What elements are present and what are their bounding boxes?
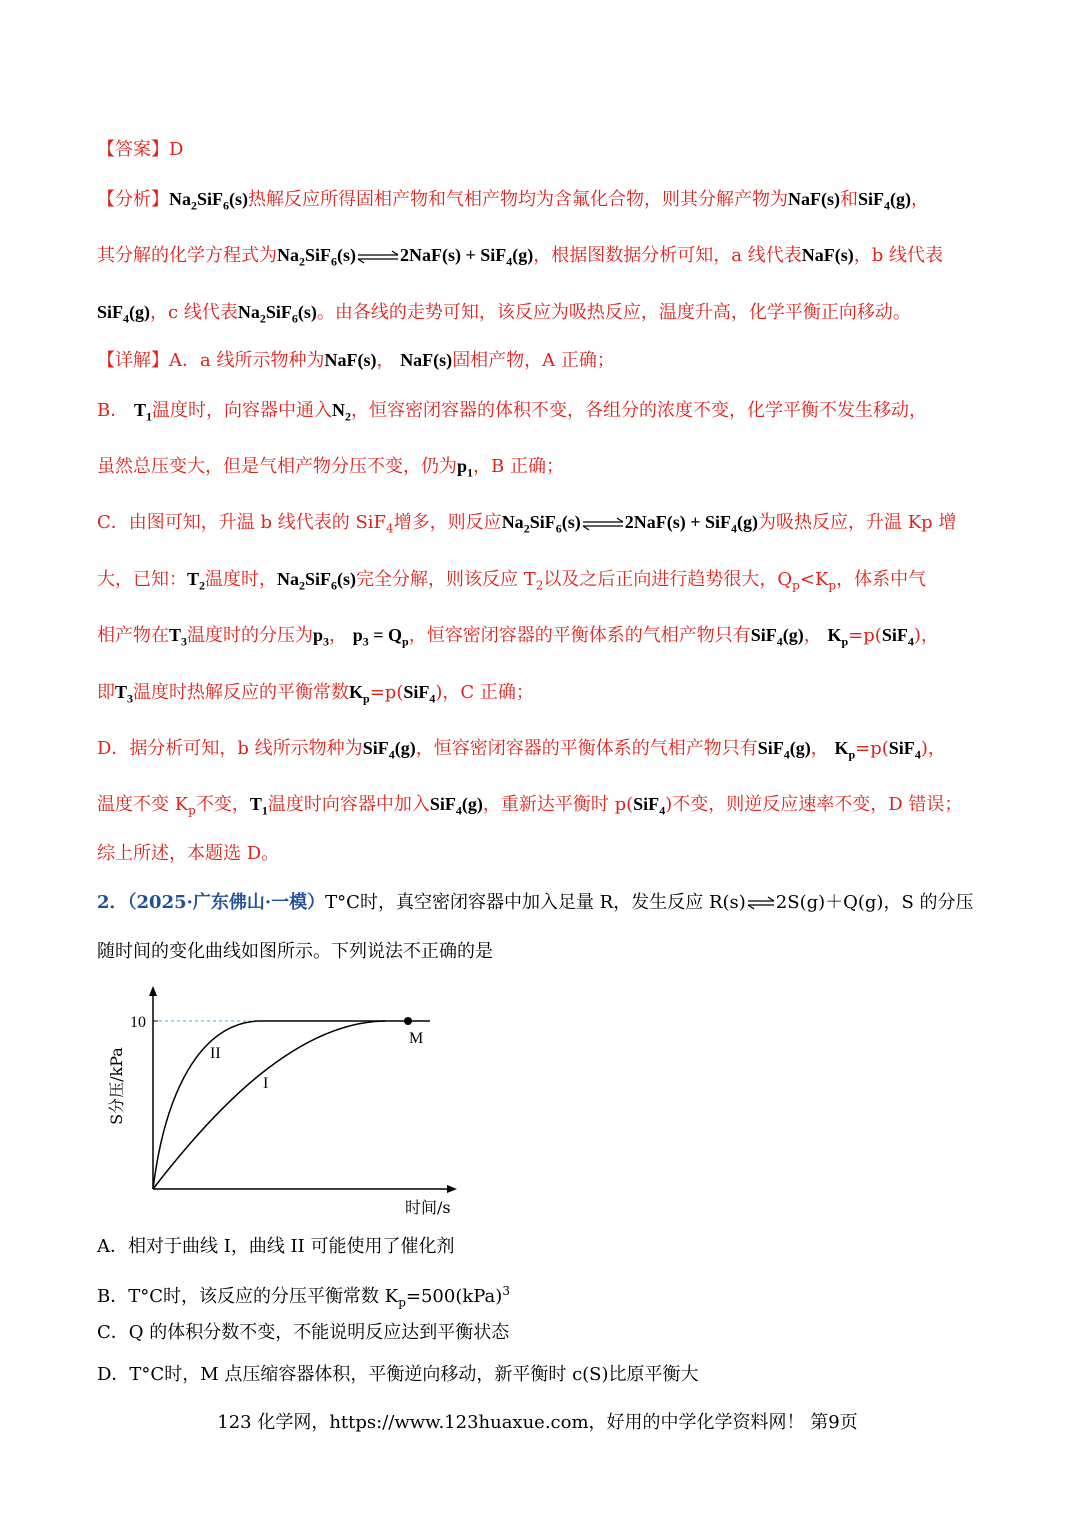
- question-2-line-1: 2．（2025·广东佛山·一模）T°C时，真空密闭容器中加入足量 R，发生反应 R(s) 2S(g)＋Q(g)，S 的分压: [97, 892, 974, 913]
- page-footer: 123 化学网，https://www.123huaxue.com，好用的中学化学资料网！ 第9页: [217, 1412, 858, 1433]
- detail-d-2: 温度不变 $K_p$不变，$T_1$温度时向容器中加入SiF$_4$(g)，重新达平衡时 p(SiF$_4$)不变，则逆反应速率不变，D 错误；: [97, 794, 963, 818]
- detail-b-2: 虽然总压变大，但是气相产物分压不变，仍为$p_1$，B 正确；: [97, 456, 564, 480]
- answer-value: D: [169, 139, 184, 160]
- analysis-line-3: SiF$_4$(g)，c 线代表$Na_2SiF_6(s)$。由各线的走势可知，该反应为吸热反应，温度升高，化学平衡正向移动。: [97, 302, 911, 326]
- detail-summary: 综上所述，本题选 D。: [97, 843, 280, 864]
- y-axis-label: S分压/kPa: [107, 1047, 126, 1125]
- detail-c-2: 大，已知：$T_2$温度时，$Na_2SiF_6(s)$完全分解，则该反应 $T_2$以及之后正向进行趋势很大，$Q_p<K_p$，体系中气: [97, 569, 927, 593]
- question-2-line-2: 随时间的变化曲线如图所示。下列说法不正确的是: [97, 941, 493, 962]
- label-ii: II: [210, 1045, 221, 1062]
- label-m: M: [409, 1030, 424, 1047]
- analysis-line-1: 【分析】$Na_2SiF_6(s)$热解反应所得固相产物和气相产物均为含氟化合物，则其分解产物为NaF(s)和SiF$_4$(g)，: [97, 189, 930, 213]
- option-c: C．Q 的体积分数不变，不能说明反应达到平衡状态: [97, 1322, 510, 1343]
- point-m: [404, 1017, 412, 1025]
- label-i: I: [263, 1075, 269, 1092]
- curve-i: [153, 1021, 385, 1189]
- answer-line: [97, 138, 183, 162]
- detail-a: 【详解】A．a 线所示物种为NaF(s)， NaF(s)固相产物，A 正确；: [97, 350, 615, 371]
- detail-c-1: C．由图可知，升温 b 线代表的 SiF$_4$增多，则反应$Na_2SiF_6(s) 2NaF(s) + SiF_4(g)$为吸热反应，升温 Kp 增: [97, 512, 957, 536]
- question-source: （2025·广东佛山·一模）: [127, 892, 326, 913]
- detail-c-3: 相产物在$T_3$温度时的分压为$p_3$， $p_3 = Q_p$，恒容密闭容器的平衡体系的气相产物只有SiF$_4$(g)， $K_p=p(SiF_4)$，: [97, 625, 939, 649]
- curve-ii: [153, 1021, 430, 1189]
- detail-d-1: D．据分析可知，b 线所示物种为SiF$_4$(g)，恒容密闭容器的平衡体系的气相产物只有SiF$_4$(g)， $K_p=p(SiF_4)$，: [97, 738, 946, 762]
- equilibrium-arrow-icon: [746, 896, 776, 910]
- question-number: 2．: [97, 892, 128, 913]
- answer-tag: 【答案】: [97, 139, 169, 160]
- x-axis-arrow: [447, 1185, 457, 1193]
- option-d: D．T°C时，M 点压缩容器体积，平衡逆向移动，新平衡时 c(S)比原平衡大: [97, 1364, 699, 1385]
- option-a: A．相对于曲线 I，曲线 II 可能使用了催化剂: [97, 1236, 455, 1257]
- detail-c-4: 即$T_3$温度时热解反应的平衡常数$K_p=p(SiF_4)$，C 正确；: [97, 682, 534, 706]
- y-axis-arrow: [149, 986, 157, 996]
- analysis-line-2: 其分解的化学方程式为$Na_2SiF_6(s) 2NaF(s) + SiF_4(g)$，根据图数据分析可知，a 线代表NaF(s)，b 线代表: [97, 245, 943, 269]
- detail-b-1: B． $T_1$温度时，向容器中通入$N_2$，恒容密闭容器的体积不变，各组分的浓度不变，化学平衡不发生移动，: [97, 400, 927, 424]
- equilibrium-arrow-icon: [581, 517, 625, 531]
- option-b: B．T°C时，该反应的分压平衡常数 $K_p=500(kPa)^3$: [97, 1284, 510, 1310]
- equation: $Na_2SiF_6(s) 2NaF(s) + SiF_4(g)$: [277, 245, 534, 269]
- equilibrium-arrow-icon: [356, 250, 400, 264]
- y-value-10: 10: [130, 1014, 146, 1031]
- x-axis-label: 时间/s: [405, 1198, 451, 1217]
- pressure-time-graph: [100, 982, 470, 1222]
